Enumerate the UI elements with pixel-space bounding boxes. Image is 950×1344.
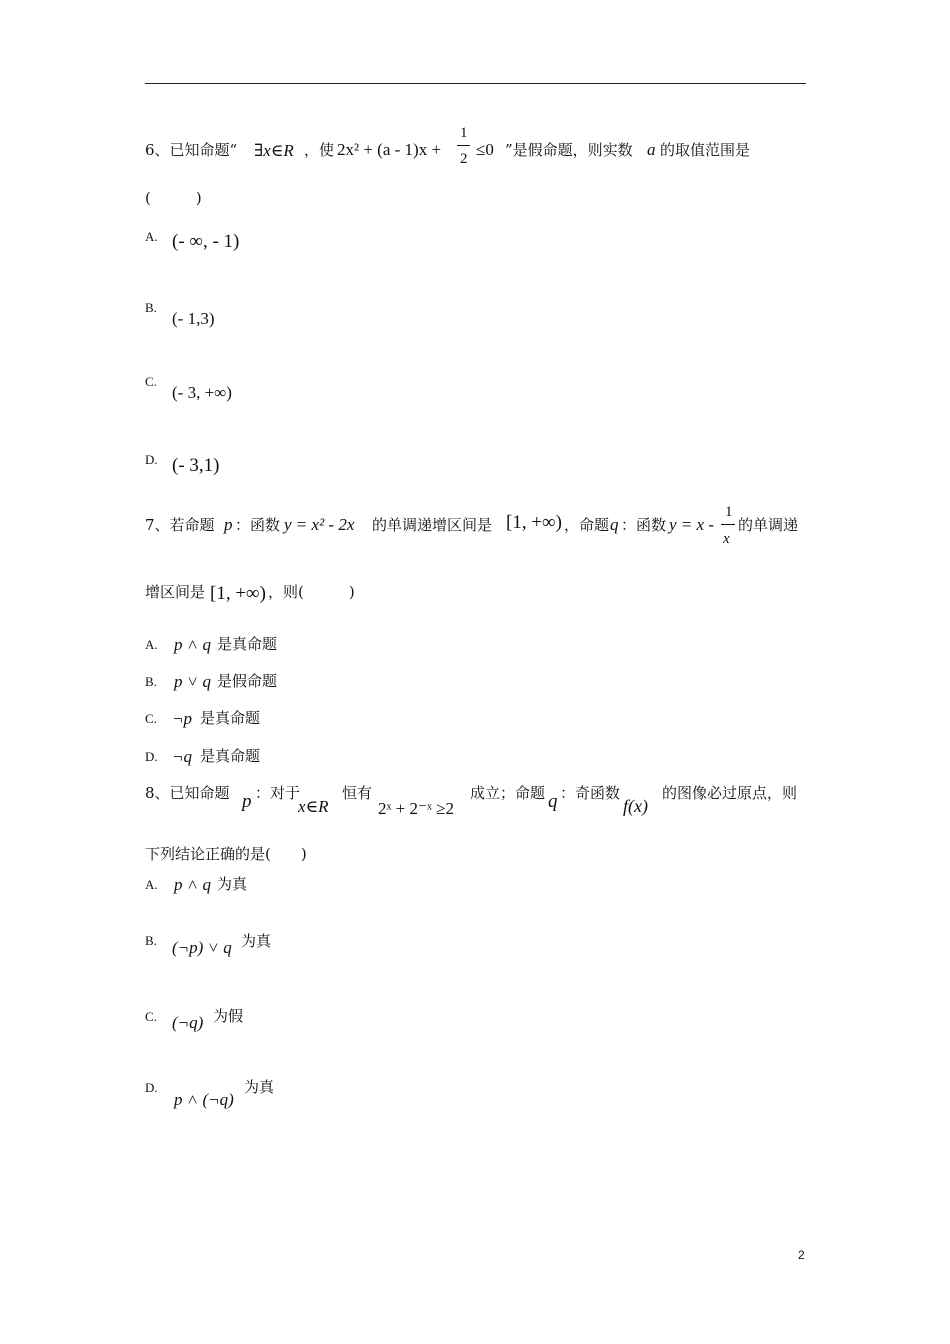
q8-math2: 2ˣ + 2⁻ˣ ≥2: [378, 799, 454, 818]
q6-frac-num: 1: [460, 125, 468, 141]
q7-func2: y = x -: [669, 515, 714, 534]
q7-frac-num: 1: [725, 504, 733, 520]
q8-option-b-text: 为真: [241, 932, 272, 950]
q6-math-expr: 2x² + (a - 1)x +: [337, 140, 442, 159]
q7-option-b-label: B.: [145, 674, 157, 689]
q7-prefix: 7、若命题: [145, 516, 215, 534]
q7-option-a-label: A.: [145, 637, 158, 652]
q7-suffix: 的单调递: [738, 516, 799, 534]
q7-option-c-math: ¬p: [172, 709, 192, 728]
q6-prefix: 6、已知命题“: [145, 141, 238, 159]
q7-colon1: ：函数: [235, 516, 281, 534]
q8-option-d-label: D.: [145, 1080, 158, 1095]
q6-suffix: 的取值范围是: [660, 141, 751, 159]
q7-option-c-label: C.: [145, 711, 157, 726]
q7-interval2: [1, +∞): [210, 583, 266, 604]
q8-suffix: 的图像必过原点，则: [662, 784, 798, 802]
q8-option-a-math: p ˄ q: [174, 875, 211, 894]
q6-option-d: (- 3,1): [172, 455, 220, 476]
q7-option-c-text: 是真命题: [200, 709, 261, 727]
q7-func1: y = x² - 2x: [284, 515, 355, 534]
q7-option-a-math: p ˄ q: [174, 635, 211, 654]
q7-option-d-text: 是真命题: [200, 747, 261, 765]
q8-var-q: q: [548, 791, 558, 812]
q6-option-b-label: B.: [145, 300, 157, 315]
q7-option-b-text: 是假命题: [217, 672, 278, 690]
q8-math1: x∈R: [298, 797, 329, 816]
q6-math-leq: ≤0: [476, 140, 494, 159]
header-rule: [145, 83, 806, 84]
q6-option-c: (- 3, +∞): [172, 383, 232, 402]
q7-var-q: q: [610, 515, 619, 534]
q6-frac-den: 2: [460, 151, 468, 167]
q8-mid1: 恒有: [342, 784, 373, 802]
q6-mid2: ”是假命题，则实数: [505, 141, 633, 159]
q6-option-a-label: A.: [145, 229, 158, 244]
q6-var-a: a: [647, 140, 656, 159]
q6-option-c-label: C.: [145, 374, 157, 389]
q8-line2: 下列结论正确的是( ): [145, 845, 307, 863]
q6-math-exists: ∃x∈R: [254, 141, 294, 160]
q8-mid2: 成立；命题: [470, 784, 546, 802]
q7-option-d-math: ¬q: [172, 747, 192, 766]
q7-colon2: ：函数: [621, 516, 667, 534]
q6-frac-bar: [457, 145, 470, 146]
q6-mid1: ，使: [304, 141, 335, 159]
q7-option-d-label: D.: [145, 749, 158, 764]
q7-var-p: p: [224, 515, 233, 534]
page-number: 2: [798, 1248, 805, 1262]
q8-var-p: p: [242, 791, 252, 812]
q8-option-c-label: C.: [145, 1009, 157, 1024]
q7-frac-den: x: [723, 531, 730, 547]
q8-colon1: ：对于: [255, 784, 301, 802]
q6-option-b: (- 1,3): [172, 309, 215, 328]
q7-line2-b: ，则( ): [268, 583, 355, 601]
q7-option-b-math: p ˅ q: [174, 672, 211, 691]
q8-math3: f(x): [623, 796, 648, 816]
q8-option-d-math: p ˄ (¬q): [174, 1090, 234, 1109]
q6-option-d-label: D.: [145, 452, 158, 467]
q7-option-a-text: 是真命题: [217, 635, 278, 653]
q8-option-a-text: 为真: [217, 875, 248, 893]
q7-mid2: ，命题: [564, 516, 610, 534]
q6-option-a: (- ∞, - 1): [172, 231, 240, 252]
q8-option-c-text: 为假: [213, 1007, 244, 1025]
q8-colon2: ：奇函数: [560, 784, 621, 802]
q8-option-b-label: B.: [145, 933, 157, 948]
q6-paren: ( ): [145, 189, 202, 207]
q7-frac-bar: [721, 524, 735, 525]
q7-mid1: 的单调递增区间是: [372, 516, 493, 534]
q8-option-a-label: A.: [145, 877, 158, 892]
q7-interval1: [1, +∞): [506, 512, 562, 533]
q7-line2-a: 增区间是: [145, 583, 206, 601]
q8-prefix: 8、已知命题: [145, 784, 230, 802]
q8-option-d-text: 为真: [244, 1078, 275, 1096]
q8-option-c-math: (¬q): [172, 1013, 204, 1032]
q8-option-b-math: (¬p) ˅ q: [172, 938, 232, 957]
